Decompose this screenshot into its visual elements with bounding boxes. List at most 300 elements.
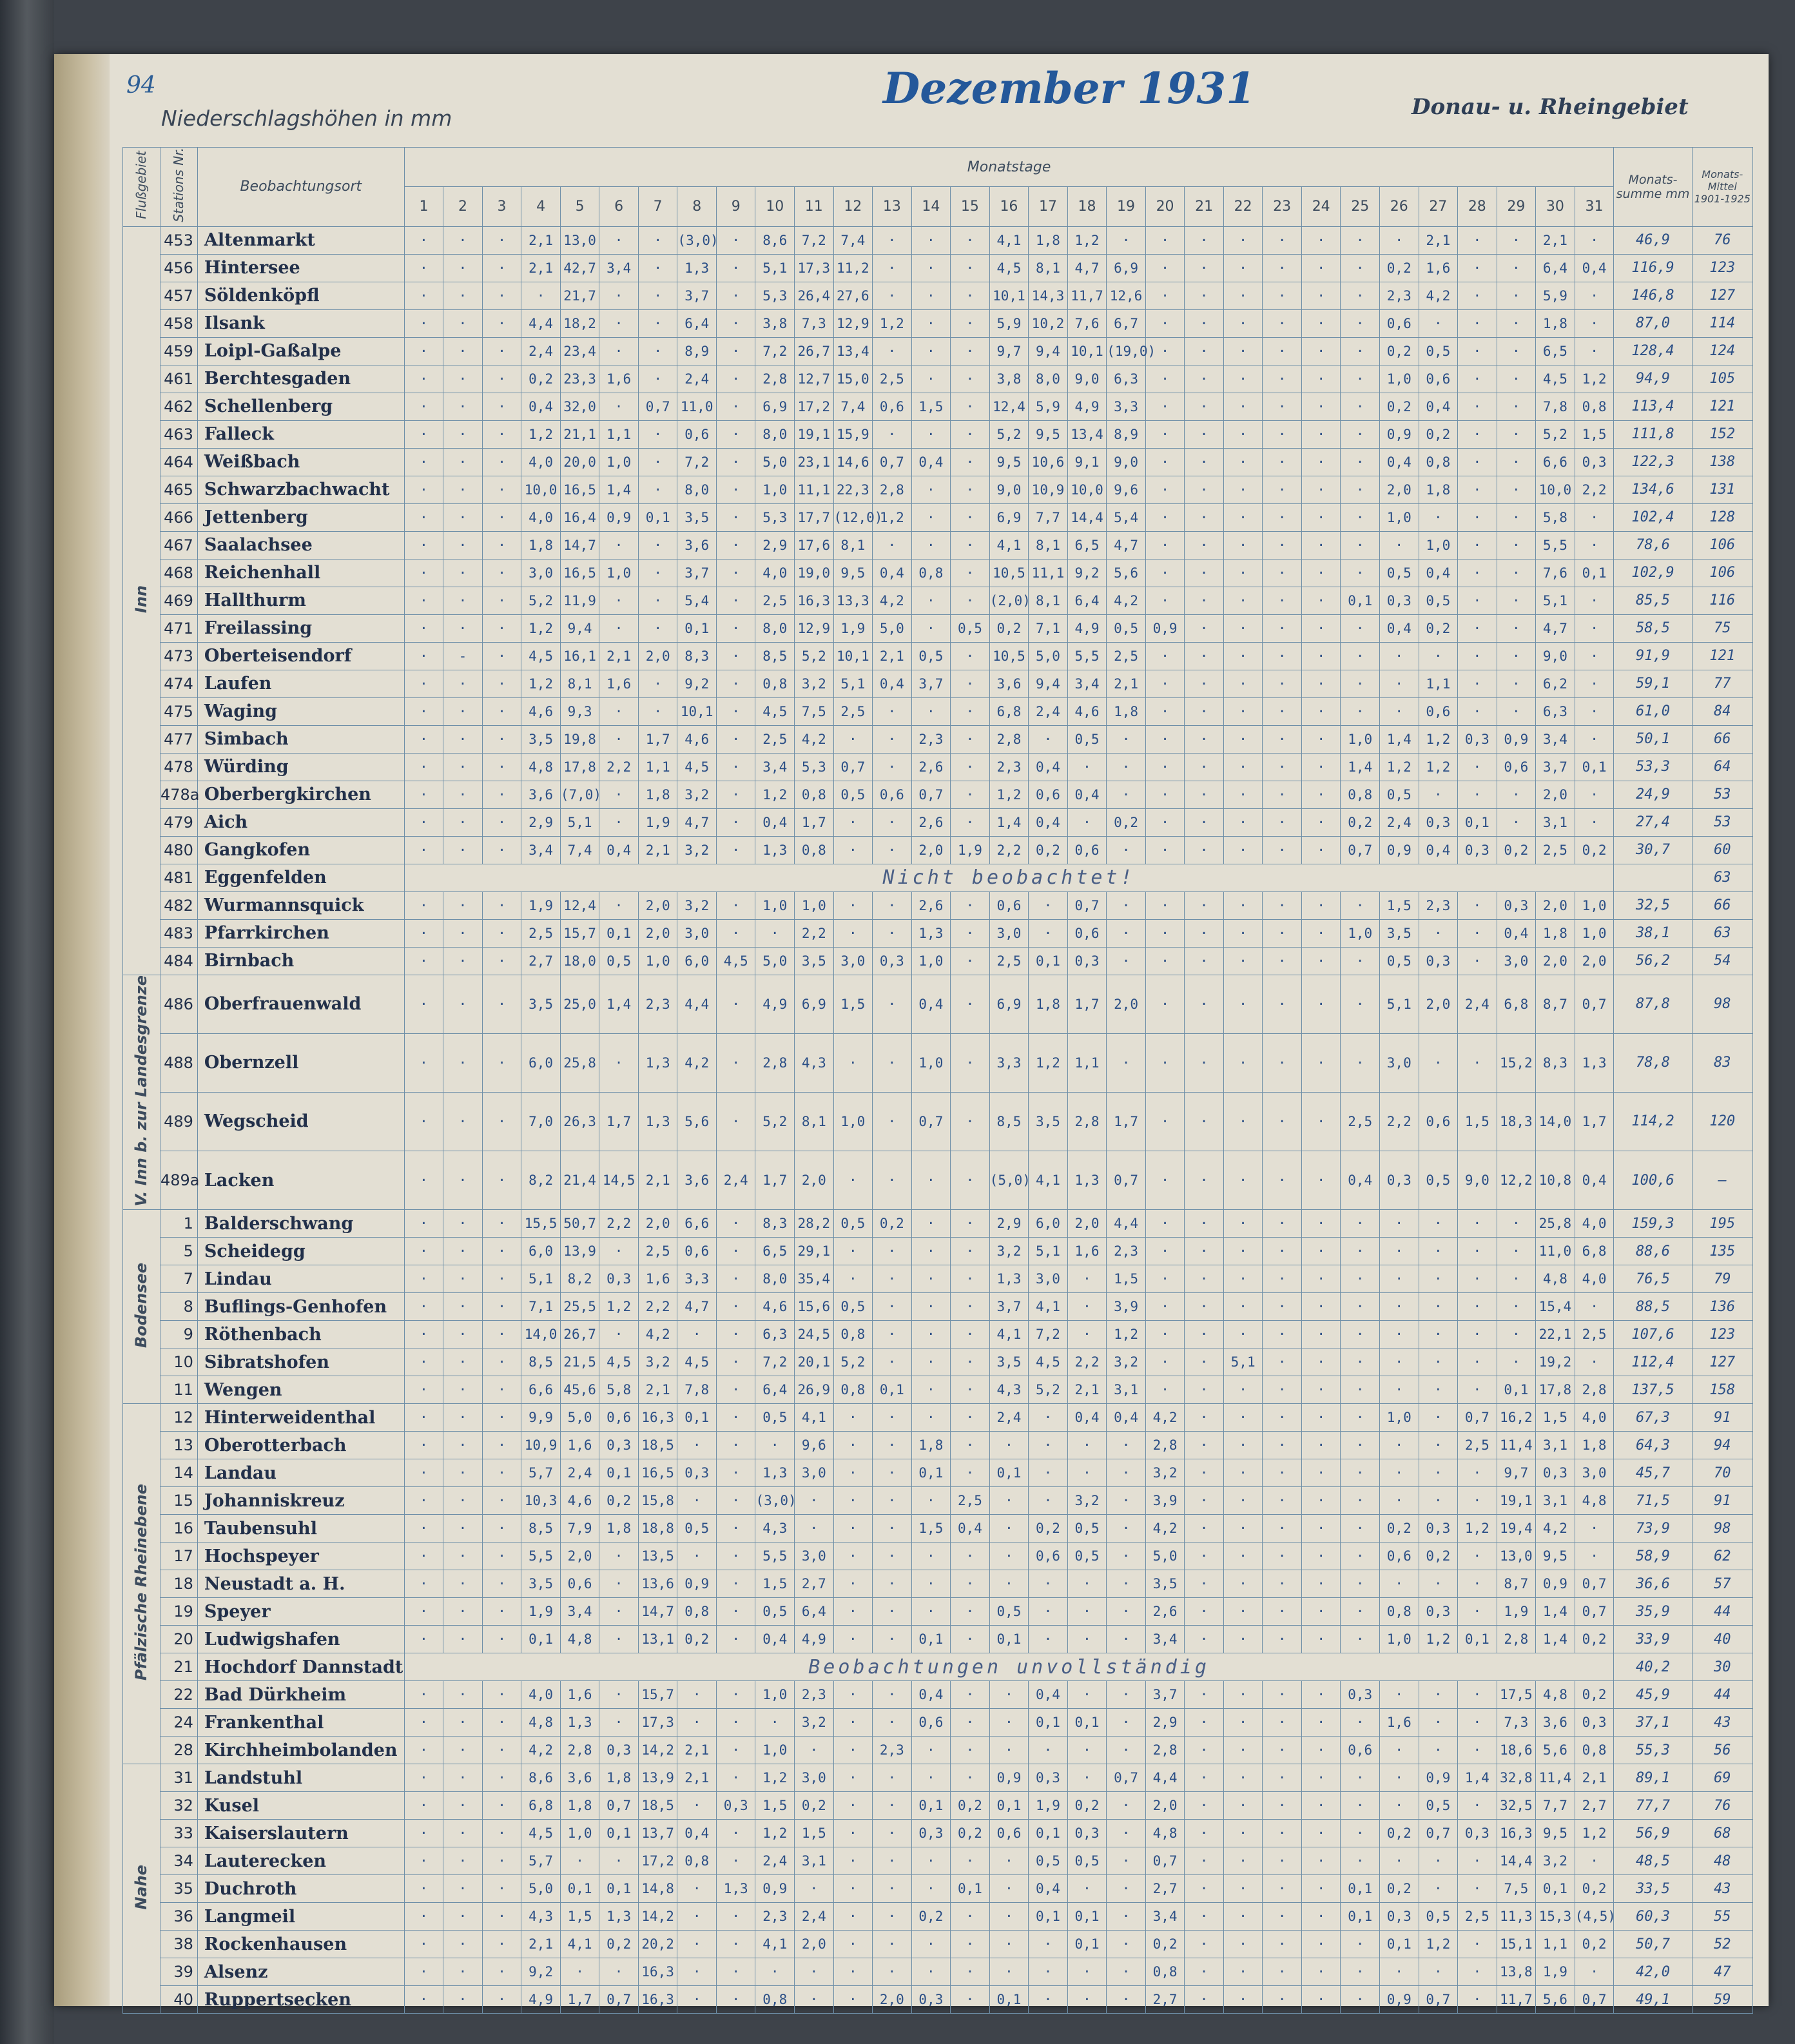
- monthly-mean: 53: [1692, 808, 1752, 836]
- day-value: 0,3: [1379, 1151, 1419, 1210]
- header-day: 21: [1185, 187, 1224, 226]
- day-value: ·: [1458, 1376, 1497, 1404]
- day-value: 2,2: [1575, 476, 1614, 503]
- day-value: ·: [1029, 1404, 1068, 1432]
- day-value: 0,1: [521, 1626, 561, 1653]
- day-value: 0,3: [599, 1737, 639, 1764]
- day-value: ·: [404, 1459, 443, 1487]
- day-value: ·: [1458, 1986, 1497, 2014]
- day-value: 0,1: [1458, 808, 1497, 836]
- monthly-sum: 76,5: [1614, 1265, 1692, 1293]
- day-value: 1,2: [1575, 365, 1614, 393]
- day-value: 0,2: [1379, 1875, 1419, 1903]
- day-value: ·: [1575, 1515, 1614, 1543]
- day-value: ·: [873, 1151, 912, 1210]
- day-value: 5,1: [833, 670, 873, 697]
- day-value: 23,1: [795, 448, 834, 476]
- day-value: ·: [1185, 1958, 1224, 1986]
- day-value: ·: [1185, 226, 1224, 254]
- day-value: 6,0: [1029, 1210, 1068, 1238]
- day-value: ·: [716, 1293, 755, 1321]
- day-value: 1,0: [795, 891, 834, 919]
- day-value: 14,7: [638, 1598, 677, 1626]
- day-value: ·: [1223, 448, 1263, 476]
- station-name: Oberotterbach: [197, 1432, 404, 1459]
- day-value: ·: [1341, 1404, 1380, 1432]
- day-value: 2,0: [638, 919, 677, 947]
- day-value: ·: [1379, 1681, 1419, 1709]
- monthly-mean: 152: [1692, 420, 1752, 448]
- day-value: ·: [443, 975, 483, 1033]
- day-value: ·: [873, 1238, 912, 1265]
- day-value: ·: [1185, 1033, 1224, 1092]
- day-value: 0,3: [1067, 947, 1107, 975]
- station-name: Röthenbach: [197, 1321, 404, 1348]
- table-row: [123, 559, 1753, 587]
- day-value: 1,9: [521, 891, 561, 919]
- day-value: (2,0): [989, 587, 1029, 614]
- station-name: Landstuhl: [197, 1764, 404, 1792]
- day-value: ·: [1223, 1903, 1263, 1931]
- day-value: ·: [911, 476, 951, 503]
- day-value: ·: [1497, 1210, 1536, 1238]
- day-value: ·: [1301, 282, 1341, 309]
- station-number: 5: [160, 1238, 197, 1265]
- monthly-mean: 56: [1692, 1737, 1752, 1764]
- day-value: 3,7: [989, 1293, 1029, 1321]
- day-value: 0,4: [951, 1515, 990, 1543]
- day-value: 0,6: [1419, 1092, 1458, 1151]
- day-value: ·: [1379, 1293, 1419, 1321]
- station-number: 16: [160, 1515, 197, 1543]
- day-value: ·: [1107, 1847, 1146, 1875]
- day-value: 23,4: [560, 337, 599, 365]
- day-value: ·: [1301, 1376, 1341, 1404]
- day-value: ·: [1575, 309, 1614, 337]
- day-value: 1,4: [1341, 753, 1380, 781]
- day-value: 0,2: [1575, 1875, 1614, 1903]
- table-body: [123, 226, 1753, 2014]
- day-value: ·: [1263, 1792, 1302, 1820]
- day-value: 0,5: [1419, 1903, 1458, 1931]
- monthly-sum: 56,9: [1614, 1820, 1692, 1847]
- day-value: 2,4: [521, 337, 561, 365]
- station-name: Obernzell: [197, 1033, 404, 1092]
- day-value: ·: [1107, 1792, 1146, 1820]
- station-name: Lauterecken: [197, 1847, 404, 1875]
- day-value: 1,8: [1536, 919, 1575, 947]
- day-value: 3,3: [1107, 393, 1146, 420]
- day-value: 17,7: [795, 503, 834, 531]
- day-value: ·: [1458, 947, 1497, 975]
- day-value: ·: [1263, 1238, 1302, 1265]
- day-value: ·: [1067, 1764, 1107, 1792]
- day-value: 0,9: [1536, 1570, 1575, 1598]
- day-value: 1,5: [1536, 1404, 1575, 1432]
- day-value: 2,6: [911, 808, 951, 836]
- day-value: ·: [482, 393, 521, 420]
- day-value: 6,0: [521, 1238, 561, 1265]
- monthly-mean: 66: [1692, 725, 1752, 753]
- day-value: ·: [1458, 254, 1497, 282]
- day-value: 13,3: [833, 587, 873, 614]
- day-value: ·: [951, 808, 990, 836]
- day-value: 12,4: [989, 393, 1029, 420]
- day-value: 42,7: [560, 254, 599, 282]
- day-value: 0,2: [1029, 1515, 1068, 1543]
- monthly-mean: 135: [1692, 1238, 1752, 1265]
- day-value: ·: [482, 559, 521, 587]
- day-value: 4,7: [677, 808, 717, 836]
- day-value: ·: [1185, 1764, 1224, 1792]
- monthly-sum: 146,8: [1614, 282, 1692, 309]
- day-value: 1,0: [1341, 725, 1380, 753]
- day-value: ·: [1223, 1764, 1263, 1792]
- day-value: 5,1: [1029, 1238, 1068, 1265]
- day-value: 7,8: [677, 1376, 717, 1404]
- day-value: 14,2: [638, 1737, 677, 1764]
- day-value: ·: [951, 781, 990, 808]
- day-value: ·: [716, 725, 755, 753]
- day-value: ·: [1263, 254, 1302, 282]
- day-value: ·: [1223, 1931, 1263, 1958]
- day-value: 0,3: [1379, 1903, 1419, 1931]
- day-value: 0,9: [1145, 614, 1185, 642]
- station-name: Jettenberg: [197, 503, 404, 531]
- day-value: 16,3: [638, 1958, 677, 1986]
- station-number: 489a: [160, 1151, 197, 1210]
- day-value: 0,6: [1419, 697, 1458, 725]
- monthly-sum: 38,1: [1614, 919, 1692, 947]
- day-value: ·: [443, 836, 483, 864]
- table-row: [123, 309, 1753, 337]
- day-value: ·: [1263, 420, 1302, 448]
- day-value: ·: [716, 1432, 755, 1459]
- station-number: 15: [160, 1487, 197, 1515]
- day-value: ·: [443, 476, 483, 503]
- day-value: ·: [1301, 614, 1341, 642]
- day-value: ·: [1185, 1151, 1224, 1210]
- day-value: ·: [1145, 753, 1185, 781]
- day-value: 4,9: [1067, 614, 1107, 642]
- day-value: ·: [1341, 1792, 1380, 1820]
- day-value: 0,5: [1419, 1792, 1458, 1820]
- day-value: ·: [716, 1348, 755, 1376]
- monthly-sum: 58,9: [1614, 1543, 1692, 1570]
- day-value: 32,8: [1497, 1764, 1536, 1792]
- day-value: 4,9: [795, 1626, 834, 1653]
- day-value: 2,1: [1575, 1764, 1614, 1792]
- day-value: ·: [482, 448, 521, 476]
- day-value: ·: [833, 1986, 873, 2014]
- day-value: 11,0: [1536, 1238, 1575, 1265]
- station-name: Oberteisendorf: [197, 642, 404, 670]
- day-value: ·: [1145, 1376, 1185, 1404]
- day-value: 0,9: [1419, 1764, 1458, 1792]
- day-value: ·: [1223, 670, 1263, 697]
- station-number: 18: [160, 1570, 197, 1598]
- day-value: ·: [911, 1238, 951, 1265]
- day-value: 7,1: [1029, 614, 1068, 642]
- day-value: ·: [951, 448, 990, 476]
- day-value: 3,8: [755, 309, 795, 337]
- day-value: 5,6: [1536, 1737, 1575, 1764]
- day-value: 1,2: [755, 1820, 795, 1847]
- day-value: (3,0): [755, 1487, 795, 1515]
- day-value: ·: [1145, 282, 1185, 309]
- monthly-sum: 61,0: [1614, 697, 1692, 725]
- day-value: ·: [1301, 1210, 1341, 1238]
- day-value: 0,5: [1419, 587, 1458, 614]
- day-value: ·: [1185, 365, 1224, 393]
- day-value: 2,1: [638, 836, 677, 864]
- day-value: ·: [951, 1459, 990, 1487]
- station-number: 9: [160, 1321, 197, 1348]
- day-value: 3,2: [638, 1348, 677, 1376]
- day-value: ·: [1263, 531, 1302, 559]
- day-value: ·: [1497, 1265, 1536, 1293]
- day-value: ·: [951, 282, 990, 309]
- day-value: 3,5: [521, 725, 561, 753]
- day-value: ·: [599, 282, 639, 309]
- day-value: ·: [482, 1487, 521, 1515]
- day-value: ·: [1458, 503, 1497, 531]
- day-value: 6,6: [1536, 448, 1575, 476]
- station-number: 38: [160, 1931, 197, 1958]
- day-value: ·: [1301, 1459, 1341, 1487]
- day-value: 5,2: [795, 642, 834, 670]
- day-value: 12,2: [1497, 1151, 1536, 1210]
- station-number: 462: [160, 393, 197, 420]
- day-value: 23,3: [560, 365, 599, 393]
- station-number: 17: [160, 1543, 197, 1570]
- day-value: ·: [404, 642, 443, 670]
- day-value: 3,0: [1029, 1265, 1068, 1293]
- day-value: 0,3: [599, 1432, 639, 1459]
- day-value: ·: [1145, 975, 1185, 1033]
- header-day: 4: [521, 187, 561, 226]
- day-value: ·: [443, 1515, 483, 1543]
- station-number: 24: [160, 1709, 197, 1737]
- day-value: 0,7: [599, 1792, 639, 1820]
- day-value: ·: [482, 282, 521, 309]
- table-row: [123, 1958, 1753, 1986]
- day-value: 0,6: [873, 781, 912, 808]
- day-value: ·: [443, 1293, 483, 1321]
- table-row: [123, 1598, 1753, 1626]
- day-value: 5,0: [755, 947, 795, 975]
- day-value: 0,6: [873, 393, 912, 420]
- day-value: 5,5: [521, 1543, 561, 1570]
- day-value: ·: [1263, 476, 1302, 503]
- day-value: ·: [911, 282, 951, 309]
- day-value: 10,2: [1029, 309, 1068, 337]
- table-row: [123, 1543, 1753, 1570]
- day-value: 7,4: [833, 226, 873, 254]
- monthly-sum: 64,3: [1614, 1432, 1692, 1459]
- day-value: ·: [1497, 1293, 1536, 1321]
- day-value: 26,7: [795, 337, 834, 365]
- day-value: ·: [1145, 1092, 1185, 1151]
- day-value: ·: [873, 1626, 912, 1653]
- day-value: 4,8: [521, 1709, 561, 1737]
- day-value: ·: [1029, 1432, 1068, 1459]
- day-value: 0,7: [1575, 975, 1614, 1033]
- day-value: ·: [716, 614, 755, 642]
- day-value: 3,6: [677, 1151, 717, 1210]
- day-value: 1,3: [989, 1265, 1029, 1293]
- day-value: 15,8: [638, 1487, 677, 1515]
- day-value: ·: [1145, 919, 1185, 947]
- day-value: 14,0: [521, 1321, 561, 1348]
- day-value: 2,8: [1145, 1737, 1185, 1764]
- day-value: 10,1: [677, 697, 717, 725]
- day-value: 0,7: [873, 448, 912, 476]
- day-value: 2,0: [1379, 476, 1419, 503]
- station-name: Hinterweidenthal: [197, 1404, 404, 1432]
- day-value: ·: [833, 919, 873, 947]
- day-value: ·: [1458, 1487, 1497, 1515]
- day-value: 2,2: [599, 1210, 639, 1238]
- day-value: 4,5: [599, 1348, 639, 1376]
- day-value: ·: [1223, 1737, 1263, 1764]
- header-day: 15: [951, 187, 990, 226]
- day-value: 0,1: [1029, 947, 1068, 975]
- day-value: ·: [1379, 226, 1419, 254]
- day-value: 2,5: [755, 587, 795, 614]
- day-value: 16,4: [560, 503, 599, 531]
- day-value: ·: [951, 1321, 990, 1348]
- day-value: ·: [443, 781, 483, 808]
- day-value: ·: [1263, 614, 1302, 642]
- day-value: 0,9: [1379, 420, 1419, 448]
- day-value: 0,4: [755, 808, 795, 836]
- day-value: 4,8: [521, 753, 561, 781]
- day-value: ·: [404, 1376, 443, 1404]
- day-value: 0,3: [1575, 1709, 1614, 1737]
- day-value: ·: [482, 1847, 521, 1875]
- day-value: ·: [1263, 1626, 1302, 1653]
- day-value: ·: [404, 559, 443, 587]
- day-value: 1,8: [638, 781, 677, 808]
- monthly-mean: 123: [1692, 1321, 1752, 1348]
- station-name: Hochspeyer: [197, 1543, 404, 1570]
- monthly-mean: 75: [1692, 614, 1752, 642]
- header-day: 25: [1341, 187, 1380, 226]
- day-value: 11,3: [1497, 1903, 1536, 1931]
- day-value: ·: [599, 891, 639, 919]
- day-value: 1,3: [560, 1709, 599, 1737]
- day-value: ·: [443, 1210, 483, 1238]
- day-value: ·: [1379, 697, 1419, 725]
- day-value: ·: [989, 1709, 1029, 1737]
- day-value: ·: [1029, 1958, 1068, 1986]
- day-value: ·: [1458, 309, 1497, 337]
- day-value: 8,2: [521, 1151, 561, 1210]
- day-value: ·: [833, 1903, 873, 1931]
- day-value: ·: [1223, 365, 1263, 393]
- day-value: ·: [1497, 393, 1536, 420]
- day-value: 13,0: [560, 226, 599, 254]
- day-value: ·: [1263, 781, 1302, 808]
- day-value: ·: [599, 1847, 639, 1875]
- day-value: ·: [951, 226, 990, 254]
- day-value: ·: [1301, 891, 1341, 919]
- day-value: ·: [1341, 1515, 1380, 1543]
- day-value: ·: [404, 1847, 443, 1875]
- day-value: ·: [1341, 1543, 1380, 1570]
- day-value: ·: [482, 1459, 521, 1487]
- day-value: ·: [482, 1404, 521, 1432]
- day-value: ·: [1341, 947, 1380, 975]
- day-value: 4,5: [677, 753, 717, 781]
- station-name: Birnbach: [197, 947, 404, 975]
- day-value: ·: [482, 1598, 521, 1626]
- day-value: 3,5: [677, 503, 717, 531]
- monthly-mean: 158: [1692, 1376, 1752, 1404]
- header-station-nr: Stations Nr.: [160, 148, 197, 227]
- day-value: ·: [1575, 1958, 1614, 1986]
- day-value: ·: [443, 503, 483, 531]
- monthly-mean: 70: [1692, 1459, 1752, 1487]
- day-value: 0,7: [599, 1986, 639, 2014]
- day-value: ·: [1341, 1238, 1380, 1265]
- day-value: 28,2: [795, 1210, 834, 1238]
- day-value: 7,5: [1497, 1875, 1536, 1903]
- day-value: 0,4: [873, 559, 912, 587]
- day-value: 4,0: [521, 448, 561, 476]
- day-value: ·: [716, 1265, 755, 1293]
- day-value: 4,6: [560, 1487, 599, 1515]
- day-value: 8,7: [1497, 1570, 1536, 1598]
- day-value: 3,4: [1145, 1903, 1185, 1931]
- day-value: 14,3: [1029, 282, 1068, 309]
- day-value: ·: [443, 1092, 483, 1151]
- day-value: 2,2: [1379, 1092, 1419, 1151]
- day-value: 15,5: [521, 1210, 561, 1238]
- day-value: ·: [1263, 1321, 1302, 1348]
- day-value: ·: [1341, 309, 1380, 337]
- day-value: 0,4: [911, 448, 951, 476]
- day-value: ·: [482, 1515, 521, 1543]
- day-value: ·: [1497, 642, 1536, 670]
- day-value: 1,2: [1419, 753, 1458, 781]
- day-value: 9,0: [1107, 448, 1146, 476]
- day-value: 1,5: [911, 1515, 951, 1543]
- day-value: ·: [1107, 947, 1146, 975]
- day-value: ·: [482, 670, 521, 697]
- day-value: 4,4: [677, 975, 717, 1033]
- day-value: ·: [1575, 642, 1614, 670]
- day-value: ·: [1341, 1487, 1380, 1515]
- day-value: ·: [1107, 1931, 1146, 1958]
- day-value: 0,6: [989, 1820, 1029, 1847]
- station-name: Oberbergkirchen: [197, 781, 404, 808]
- monthly-sum: 122,3: [1614, 448, 1692, 476]
- day-value: ·: [911, 1321, 951, 1348]
- day-value: 1,9: [1536, 1958, 1575, 1986]
- day-value: ·: [638, 337, 677, 365]
- day-value: 1,3: [1575, 1033, 1614, 1092]
- day-value: ·: [716, 642, 755, 670]
- day-value: ·: [1497, 503, 1536, 531]
- day-value: 0,2: [1497, 836, 1536, 864]
- day-value: 4,2: [1419, 282, 1458, 309]
- station-number: 1: [160, 1210, 197, 1238]
- day-value: 16,3: [795, 587, 834, 614]
- day-value: 3,5: [989, 1348, 1029, 1376]
- header-day: 17: [1029, 187, 1068, 226]
